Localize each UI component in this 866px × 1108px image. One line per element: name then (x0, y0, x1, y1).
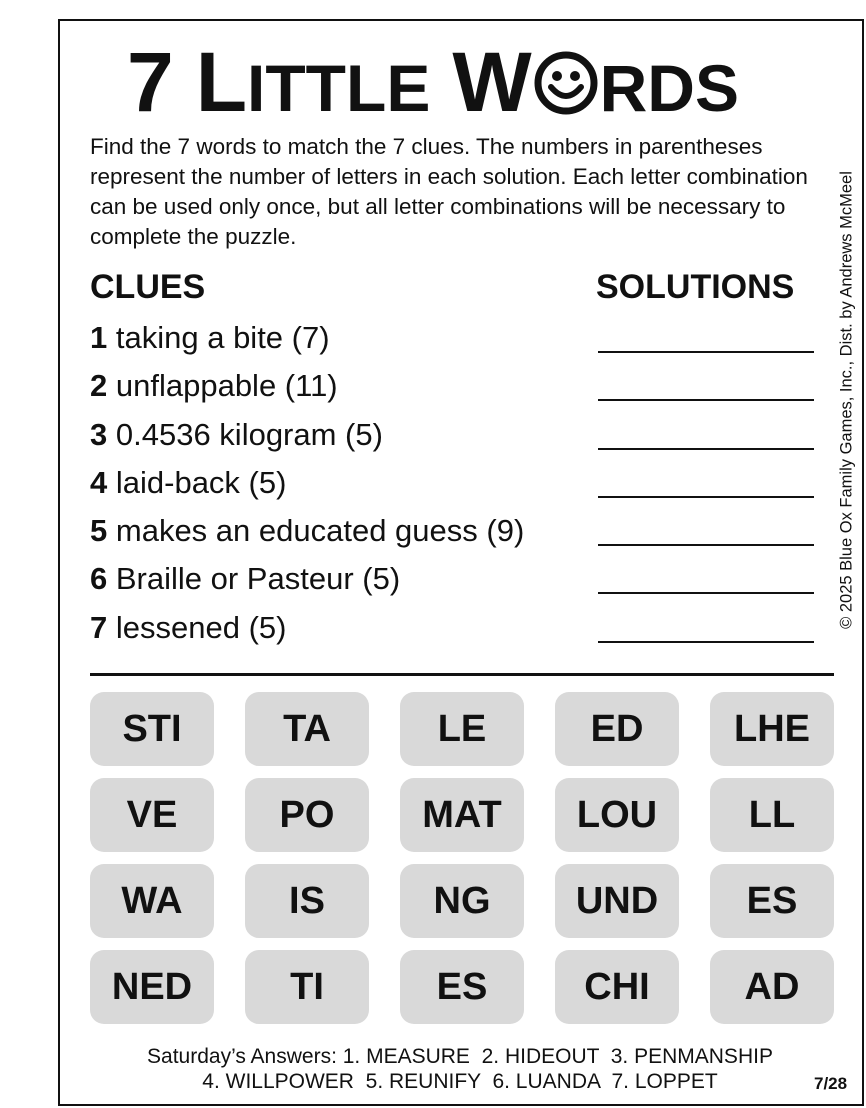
puzzle-date: 7/28 (814, 1074, 848, 1093)
clue-row-3 (90, 417, 830, 457)
letter-tile[interactable]: LOU (555, 778, 679, 852)
clue-row-2 (90, 368, 830, 408)
title-l-rest: ITTLE (247, 51, 431, 125)
clue-number: 5 (90, 513, 108, 548)
puzzle-title (0, 35, 866, 130)
letter-tile[interactable]: LE (400, 692, 524, 766)
letter-tile[interactable]: ES (710, 864, 834, 938)
clue-row-7 (90, 610, 830, 650)
letter-tile[interactable]: TA (245, 692, 369, 766)
letter-tile[interactable]: UND (555, 864, 679, 938)
solution-line[interactable] (598, 496, 814, 498)
solutions-heading: SOLUTIONS (596, 268, 795, 306)
clue-text: Braille or Pasteur (5) (115, 561, 401, 596)
letter-tile[interactable]: WA (90, 864, 214, 938)
letter-tile[interactable]: ED (555, 692, 679, 766)
clue-number: 1 (90, 320, 108, 355)
clue-number: 4 (90, 465, 108, 500)
divider-line (90, 673, 834, 676)
clue-row-5 (90, 513, 830, 553)
clue-text: 0.4536 kilogram (5) (115, 417, 383, 452)
title-w-initial: W (452, 35, 532, 129)
clue-number: 3 (90, 417, 108, 452)
letter-tile[interactable]: NED (90, 950, 214, 1024)
letter-tile[interactable]: ES (400, 950, 524, 1024)
solution-line[interactable] (598, 641, 814, 643)
letter-tile[interactable]: NG (400, 864, 524, 938)
clue-text: laid-back (5) (115, 465, 287, 500)
clue-text: unflappable (11) (115, 368, 338, 403)
previous-answers-line-2: 4. WILLPOWER 5. REUNIFY 6. LUANDA 7. LOPPET (202, 1070, 718, 1093)
letter-tile[interactable]: PO (245, 778, 369, 852)
letter-tile[interactable]: IS (245, 864, 369, 938)
solution-line[interactable] (598, 448, 814, 450)
letter-tile[interactable]: VE (90, 778, 214, 852)
letter-tile[interactable]: CHI (555, 950, 679, 1024)
smiley-face-icon (534, 51, 598, 115)
title-l-initial: L (195, 35, 248, 129)
clue-number: 2 (90, 368, 108, 403)
letter-tile[interactable]: LHE (710, 692, 834, 766)
clue-number: 7 (90, 610, 108, 645)
solution-line[interactable] (598, 351, 814, 353)
solution-line[interactable] (598, 399, 814, 401)
clue-row-1 (90, 320, 830, 360)
copyright-notice: © 2025 Blue Ox Family Games, Inc., Dist. by Andrews McMeel (837, 171, 856, 629)
letter-tile[interactable]: TI (245, 950, 369, 1024)
previous-answers (90, 1044, 830, 1094)
previous-answers-line-1: Saturday’s Answers: 1. MEASURE 2. HIDEOUT 3. PENMANSHIP (147, 1045, 773, 1068)
clue-text: makes an educated guess (9) (115, 513, 525, 548)
letter-tile[interactable]: LL (710, 778, 834, 852)
title-number: 7 (127, 35, 174, 129)
clues-heading: CLUES (90, 268, 206, 306)
letter-tile[interactable]: AD (710, 950, 834, 1024)
title-w-rest: RDS (599, 51, 739, 125)
clue-row-6 (90, 561, 830, 601)
instructions-text: Find the 7 words to match the 7 clues. The numbers in parentheses represent the number of letters in each solution. Each letter combination can be used only once, but all letter combinations will be necessary to complete the puzzle. (90, 134, 808, 249)
clue-text: taking a bite (7) (115, 320, 330, 355)
clue-row-4 (90, 465, 830, 505)
clue-text: lessened (5) (115, 610, 287, 645)
letter-tile[interactable]: MAT (400, 778, 524, 852)
solution-line[interactable] (598, 544, 814, 546)
letter-tile[interactable]: STI (90, 692, 214, 766)
clue-number: 6 (90, 561, 108, 596)
solution-line[interactable] (598, 592, 814, 594)
